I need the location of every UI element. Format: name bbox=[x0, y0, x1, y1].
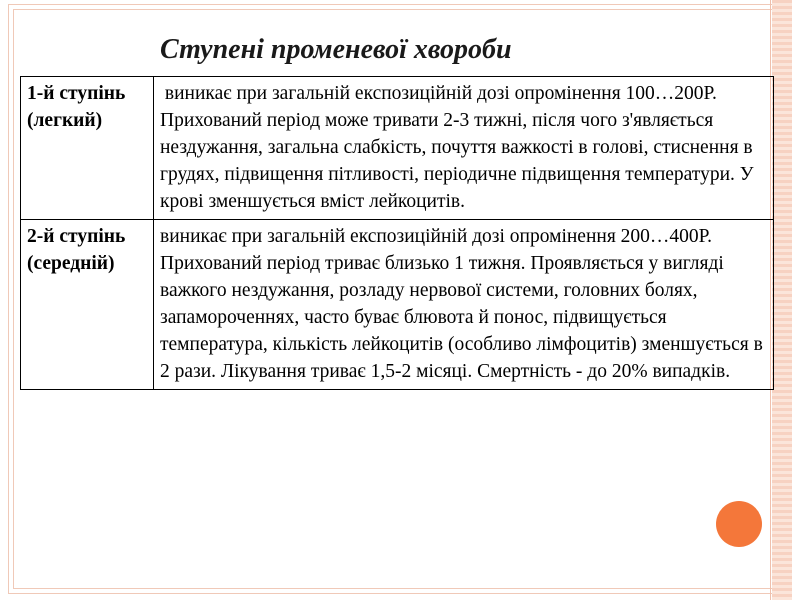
description-cell: виникає при загальній експозиційній дозі опромінення 100…200Р. Прихований період може тривати 2-3 тижні, після чого з'являється нездужання, загальна слабкість, почуття важкості в голові, стиснення в грудях, підвищення пітливості, періодичне підвищення температури. У крові зменшується вміст лейкоцитів. bbox=[154, 77, 774, 220]
degree-label: 1-й ступінь bbox=[27, 83, 126, 104]
decorative-circle bbox=[716, 501, 762, 547]
degree-label: 2-й ступінь bbox=[27, 226, 126, 247]
description-cell: виникає при загальній експозиційній дозі опромінення 200…400Р. Прихований період триває близько 1 тижня. Проявляється у вигляді важкого нездужання, розладу нервової системи, головних болях, запамороченнях, часто буває блювота й понос, підвищується температура, кількість лейкоцитів (особливо лімфоцитів) зменшується в 2 рази. Лікування триває 1,5-2 місяці. Смертність - до 20% випадків. bbox=[154, 220, 774, 390]
degree-severity: (середній) bbox=[27, 253, 115, 274]
table-row bbox=[21, 77, 774, 220]
degree-severity: (легкий) bbox=[27, 110, 103, 131]
degree-cell bbox=[21, 77, 154, 220]
slide-title: Ступені променевої хвороби bbox=[160, 34, 512, 65]
table-row bbox=[21, 220, 774, 390]
radiation-sickness-table bbox=[20, 76, 774, 390]
degree-cell bbox=[21, 220, 154, 390]
decorative-stripe bbox=[772, 0, 792, 600]
